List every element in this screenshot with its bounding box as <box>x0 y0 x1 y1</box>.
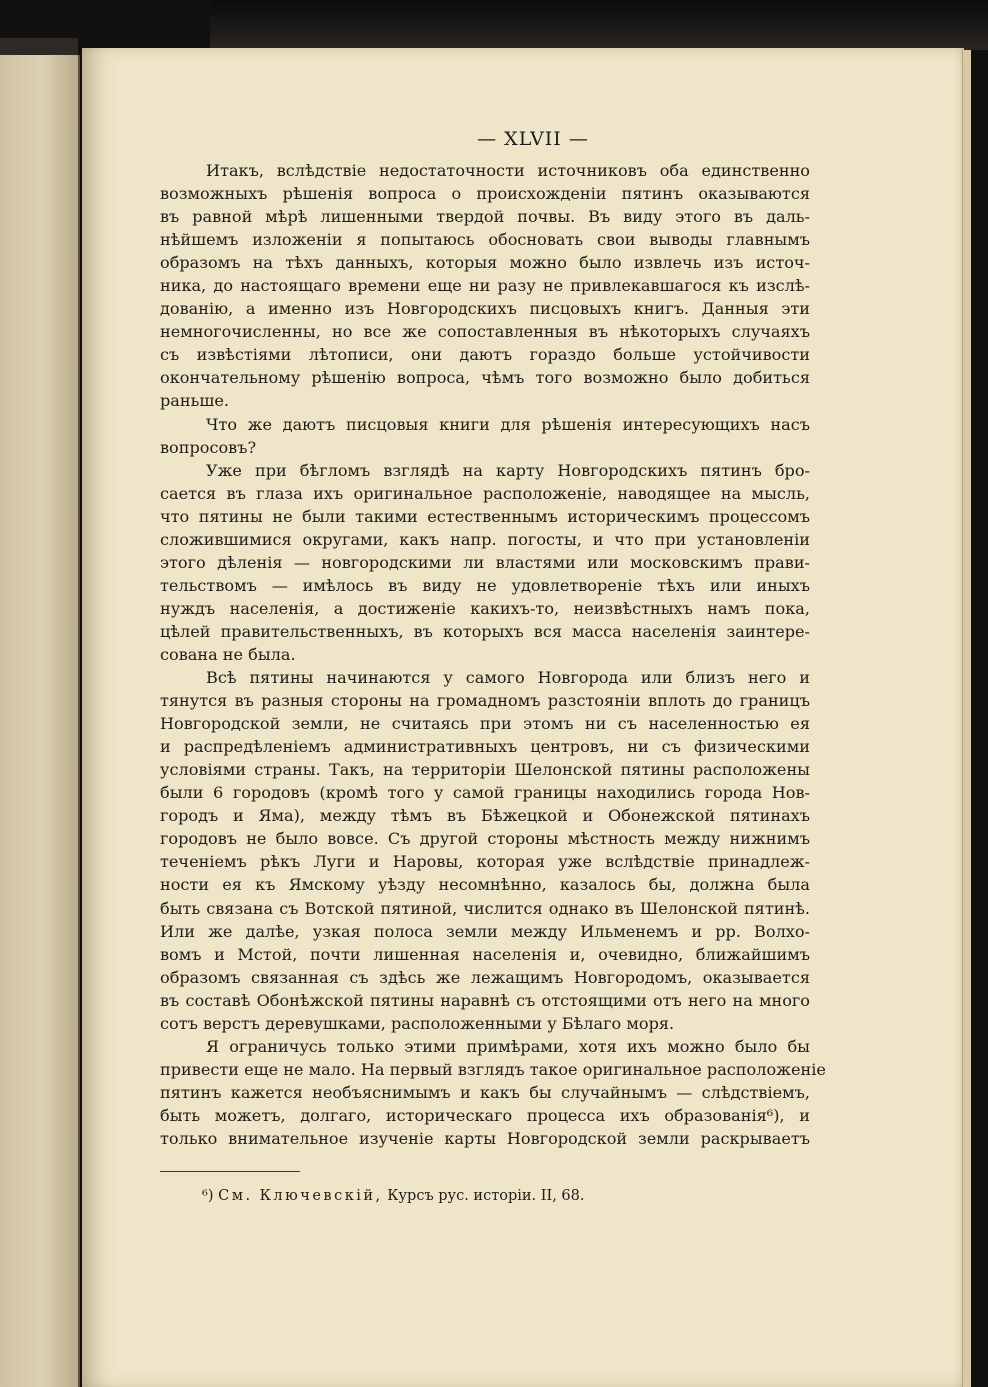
text-line: пятинъ кажется необъяснимымъ и какъ бы случайнымъ — слѣдствіемъ, <box>160 1082 810 1102</box>
text-line: сложившимися округами, какъ напр. погосты, и что при установленіи <box>160 529 810 549</box>
text-line: только внимательное изученіе карты Новгородской земли раскрываетъ <box>160 1128 810 1148</box>
text-line: съ извѣстіями лѣтописи, они даютъ гораздо больше устойчивости <box>160 345 810 365</box>
text-line: Новгородской земли, не считаясь при этомъ ни съ населенностью ея <box>160 714 810 734</box>
text-line: возможныхъ рѣшенія вопроса о происхожденіи пятинъ оказываются <box>160 184 810 204</box>
page-number: — XLVII — <box>477 128 589 150</box>
text-line: вомъ и Мстой, почти лишенная населенія и, очевидно, ближайшимъ <box>160 944 810 964</box>
book-page <box>82 48 964 1387</box>
footnote-marker: ⁶) <box>202 1188 214 1204</box>
footnote-divider <box>160 1171 300 1172</box>
text-line: Что же даютъ писцовыя книги для рѣшенія интересующихъ насъ <box>206 414 810 434</box>
footnote-text: Курсъ рус. исторіи. II, 68. <box>387 1188 585 1204</box>
text-line: сотъ верстъ деревушками, расположенными у Бѣлаго моря. <box>160 1013 675 1033</box>
text-line: ности ея къ Ямскому уѣзду несомнѣнно, казалось бы, должна была <box>160 875 810 895</box>
text-line: дованію, а именно изъ Новгородскихъ писцовыхъ книгъ. Данныя эти <box>160 299 810 319</box>
text-line: нѣйшемъ изложеніи я попытаюсь обосновать свои выводы главнымъ <box>160 230 810 250</box>
text-line: тянутся въ разныя стороны на громадномъ разстояніи вплоть до границъ <box>160 691 810 711</box>
text-line: сается въ глаза ихъ оригинальное расположеніе, наводящее на мысль, <box>160 483 810 503</box>
text-line: Уже при бѣгломъ взглядѣ на карту Новгородскихъ пятинъ бро- <box>206 460 810 480</box>
text-line: Всѣ пятины начинаются у самого Новгорода или близъ него и <box>206 668 810 688</box>
text-line: Итакъ, вслѣдствіе недостаточности источниковъ оба единственно <box>206 161 810 180</box>
text-line: вопросовъ? <box>160 437 257 457</box>
text-line: были 6 городовъ (кромѣ того у самой границы находились города Нов- <box>160 783 810 803</box>
footnote-author: См. Ключевскій, <box>218 1188 383 1204</box>
text-line: условіями страны. Такъ, на территоріи Шелонской пятины расположены <box>160 760 810 780</box>
text-line: городовъ не было вовсе. Съ другой стороны мѣстность между нижнимъ <box>160 829 810 849</box>
text-line: въ равной мѣрѣ лишенными твердой почвы. Въ виду этого въ даль- <box>160 207 810 227</box>
text-line: образомъ связанная съ здѣсь же лежащимъ Новгородомъ, оказывается <box>160 967 810 987</box>
text-line: ника, до настоящаго времени еще ни разу не привлекавшагося къ изслѣ- <box>160 276 810 296</box>
text-line: образомъ на тѣхъ данныхъ, которыя можно было извлечь изъ источ- <box>160 253 810 273</box>
text-line: тельствомъ — имѣлось въ виду не удовлетвореніе тѣхъ или иныхъ <box>160 575 810 595</box>
page-edge <box>962 50 971 1387</box>
body-text <box>160 159 826 1150</box>
text-line: этого дѣленія — новгородскими ли властями или московскимъ прави- <box>160 552 810 572</box>
text-line: окончательному рѣшенію вопроса, чѣмъ того возможно было добиться <box>160 368 810 388</box>
text-line: привести еще не мало. На первый взглядъ такое оригинальное расположеніе <box>160 1059 826 1079</box>
text-line: Я ограничусь только этими примѣрами, хотя ихъ можно было бы <box>206 1036 810 1056</box>
text-line: немногочисленны, но все же сопоставленныя въ нѣкоторыхъ случаяхъ <box>160 322 810 342</box>
text-line: городъ и Яма), между тѣмъ въ Бѣжецкой и Обонежской пятинахъ <box>160 806 810 826</box>
text-line: теченіемъ рѣкъ Луги и Наровы, которая уже вслѣдствіе принадлеж- <box>160 852 810 872</box>
text-line: цѣлей правительственныхъ, въ которыхъ вся масса населенія заинтере- <box>160 621 810 641</box>
text-line: и распредѣленіемъ административныхъ центровъ, ни съ физическими <box>160 737 810 757</box>
text-line: нуждъ населенія, а достиженіе какихъ-то, неизвѣстныхъ намъ пока, <box>160 598 810 618</box>
text-line: сована не была. <box>160 644 296 664</box>
text-line: быть связана съ Вотской пятиной, числится однако въ Шелонской пятинѣ. <box>160 898 810 918</box>
text-line: Или же далѣе, узкая полоса земли между Ильменемъ и рр. Волхо- <box>160 921 810 941</box>
text-line: въ составѣ Обонѣжской пятины наравнѣ съ отстоящими отъ него на много <box>160 990 810 1010</box>
book-binding-top <box>210 0 988 50</box>
text-line: раньше. <box>160 391 229 411</box>
text-line: быть можетъ, долгаго, историческаго процесса ихъ образованія⁶), и <box>160 1105 810 1125</box>
left-page <box>0 55 80 1387</box>
footnote <box>202 1188 585 1204</box>
text-line: что пятины не были такими естественнымъ историческимъ процессомъ <box>160 506 810 526</box>
